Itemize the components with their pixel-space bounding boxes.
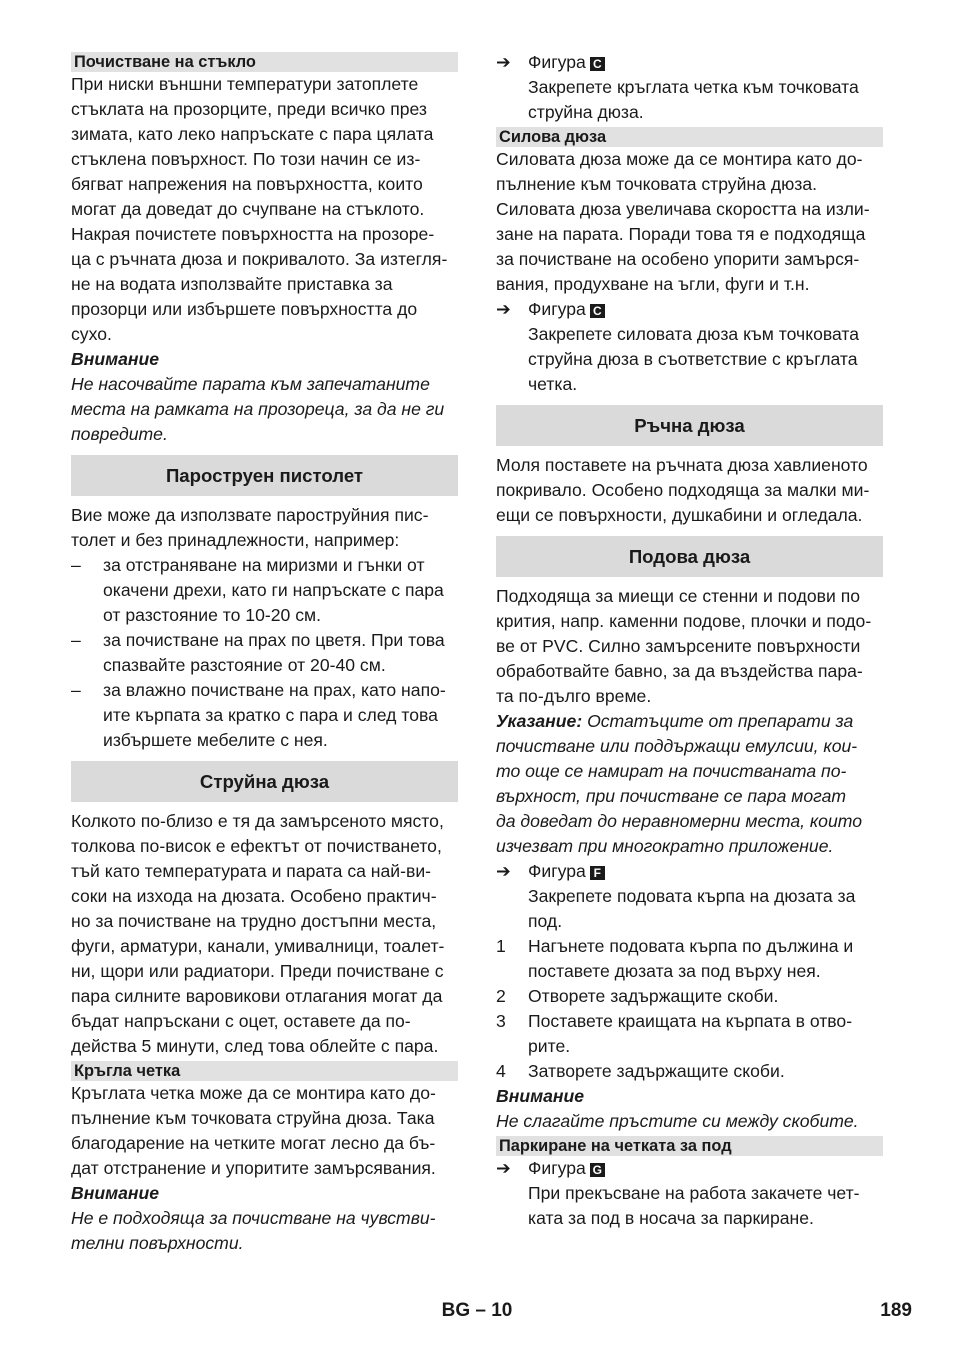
text-line: Вие може да използвате пароструйния пис- — [71, 505, 429, 525]
text-line: Закрепете силовата дюза към точковата — [528, 324, 860, 344]
text-line: Подходяща за миещи се стенни и подови по — [496, 586, 861, 606]
arrow-right-icon: ➔ — [496, 1158, 511, 1178]
figure-text — [496, 322, 883, 397]
text-line: места на рамката на прозореца, за да не ги — [71, 399, 445, 419]
text-line: толкова по-висок е ефектът от почистването, — [71, 836, 442, 856]
text-line: фуги, арматури, канали, умивалници, тоалет- — [71, 936, 445, 956]
text-line: дат отстранение и упоритите замърсявания. — [71, 1158, 436, 1178]
text-line: върхност, при почистване се пара могат — [496, 786, 847, 806]
figure-label: Фигура — [528, 52, 586, 72]
right-column — [496, 50, 883, 1231]
step-number: 1 — [496, 936, 506, 956]
text-line: телни повърхности. — [71, 1233, 244, 1253]
text-line: струйна дюза в съответствие с кръглата — [528, 349, 858, 369]
text-line: Колкото по-близо е тя да замърсеното място, — [71, 811, 444, 831]
text-line: При ниски външни температури затоплете — [71, 74, 419, 94]
text-line: соки на изхода на дюзата. Особено практич- — [71, 886, 437, 906]
dash-marker: – — [71, 630, 81, 650]
jet-nozzle-heading: Струйна дюза — [71, 761, 458, 802]
power-nozzle-heading: Силова дюза — [496, 127, 883, 147]
jet-nozzle-text — [71, 809, 458, 1059]
text-line: Не е подходяща за почистване на чувстви- — [71, 1208, 436, 1228]
text-line: ката за под в носача за паркиране. — [528, 1208, 814, 1228]
text-line: обработвайте бавно, за да въздейства пара- — [496, 661, 863, 681]
numbered-step — [496, 984, 883, 1009]
text-line: Силовата дюза може да се монтира като до- — [496, 149, 863, 169]
text-line: благодарение на четките могат лесно да бъ- — [71, 1133, 436, 1153]
caution-heading: Внимание — [71, 1183, 160, 1203]
text-line: поставете дюзата за под върху нея. — [528, 961, 821, 981]
text-line: ца с ръчната дюза и покривалото. За изтегля- — [71, 249, 448, 269]
text-line: действа 5 минути, след това облейте с пара. — [71, 1036, 439, 1056]
text-line: Отворете задържащите скоби. — [528, 986, 779, 1006]
text-line: то още се намират на почистваната по- — [496, 761, 847, 781]
text-line: прозорци или избършете повърхността до — [71, 299, 418, 319]
figure-letter-badge: G — [590, 1163, 605, 1177]
text-line: Затворете задържащите скоби. — [528, 1061, 785, 1081]
text-line: та по-дълго време. — [496, 686, 652, 706]
caution-text — [71, 372, 458, 447]
text-line: бъдат напръскани с оцет, оставете да по- — [71, 1011, 411, 1031]
text-line: за влажно почистване на прах, като напо- — [103, 680, 446, 700]
text-line: бягват напрежения на повърхността, които — [71, 174, 423, 194]
list-item — [71, 678, 458, 753]
text-line: за почистване на особено упорити замърся- — [496, 249, 860, 269]
text-line: зане на парата. Поради това тя е подходяща — [496, 224, 866, 244]
caution-heading: Внимание — [71, 349, 160, 369]
text-line: Моля поставете на ръчната дюза хавлиеното — [496, 455, 868, 475]
arrow-right-icon: ➔ — [496, 299, 511, 319]
footer-section-label: BG – 10 — [441, 1300, 513, 1321]
text-line: от разстояние то 10-20 см. — [103, 605, 321, 625]
arrow-right-icon: ➔ — [496, 861, 511, 881]
text-line: Закрепете кръглата четка към точковата — [528, 77, 859, 97]
figure-reference — [496, 50, 883, 75]
text-line: но за почистване на трудно достъпни места, — [71, 911, 437, 931]
arrow-right-icon: ➔ — [496, 52, 511, 72]
figure-reference — [496, 1156, 883, 1181]
step-number: 2 — [496, 986, 506, 1006]
figure-reference — [496, 297, 883, 322]
figure-text — [496, 75, 883, 125]
text-line: Силовата дюза увеличава скоростта на изли- — [496, 199, 870, 219]
steam-gun-heading: Пароструен пистолет — [71, 455, 458, 496]
text-line: под. — [528, 911, 563, 931]
text-line: пълнение към точковата струйна дюза. — [496, 174, 818, 194]
numbered-step — [496, 1009, 883, 1059]
text-line: Закрепете подовата кърпа на дюзата за — [528, 886, 856, 906]
text-line: Кръглата четка може да се монтира като до- — [71, 1083, 436, 1103]
text-line: крития, напр. каменни подове, плочки и подо- — [496, 611, 872, 631]
text-line: зимата, като леко напръскате с пара цялата — [71, 124, 434, 144]
text-line: Нагънете подовата кърпа по дължина и — [528, 936, 854, 956]
text-line: Остатъците от препарати за — [587, 711, 854, 731]
figure-text — [496, 884, 883, 934]
text-line: рите. — [528, 1036, 571, 1056]
figure-letter-badge: F — [590, 866, 605, 880]
floor-nozzle-heading: Подова дюза — [496, 536, 883, 577]
figure-label: Фигура — [528, 1158, 586, 1178]
text-line: При прекъсване на работа закачете чет- — [528, 1183, 860, 1203]
text-line: толет и без принадлежности, например: — [71, 530, 400, 550]
text-line: пара силните варовикови отлагания могат да — [71, 986, 443, 1006]
text-line: покривало. Особено подходяща за малки ми- — [496, 480, 870, 500]
numbered-step — [496, 1059, 883, 1084]
glass-cleaning-heading: Почистване на стъкло — [71, 52, 458, 72]
page-number: 189 — [880, 1300, 912, 1321]
text-line: стъклена повърхност. По този начин се из- — [71, 149, 421, 169]
text-line: Поставете краищата на кърпата в отво- — [528, 1011, 853, 1031]
text-line: окачени дрехи, като ги напръскате с пара — [103, 580, 444, 600]
text-line: Накрая почистете повърхността на прозоре- — [71, 224, 435, 244]
hand-nozzle-heading: Ръчна дюза — [496, 405, 883, 446]
caution-text — [71, 1206, 458, 1256]
dash-marker: – — [71, 680, 81, 700]
figure-letter-badge: C — [590, 304, 605, 318]
caution-heading: Внимание — [496, 1086, 585, 1106]
left-column — [71, 50, 458, 1256]
text-line: повредите. — [71, 424, 168, 444]
figure-reference — [496, 859, 883, 884]
floor-nozzle-text — [496, 584, 883, 709]
text-line: за отстраняване на миризми и гънки от — [103, 555, 425, 575]
step-number: 3 — [496, 1011, 506, 1031]
text-line: ве от PVC. Силно замърсените повърхности — [496, 636, 861, 656]
hint-label: Указание: — [496, 711, 583, 731]
text-line: сухо. — [71, 324, 112, 344]
text-line: ни, щори или радиатори. Преди почистване с — [71, 961, 444, 981]
numbered-step — [496, 934, 883, 984]
text-line: да доведат до неравномерни места, които — [496, 811, 862, 831]
list-item — [71, 628, 458, 678]
glass-cleaning-text — [71, 72, 458, 347]
dash-marker: – — [71, 555, 81, 575]
text-line: вания, продухване на ъгли, фуги и т.н. — [496, 274, 810, 294]
hand-nozzle-text — [496, 453, 883, 528]
caution-text: Не слагайте пръстите си между скобите. — [496, 1111, 859, 1131]
step-number: 4 — [496, 1061, 506, 1081]
round-brush-heading: Кръгла четка — [71, 1061, 458, 1081]
text-line: стъклата на прозорците, преди всичко през — [71, 99, 427, 119]
power-nozzle-text — [496, 147, 883, 297]
text-line: за почистване на прах по цветя. При това — [103, 630, 445, 650]
text-line: тъй като температурата и парата са най-ви- — [71, 861, 432, 881]
text-line: могат да доведат до счупване на стъклото. — [71, 199, 425, 219]
hint-text — [496, 709, 883, 859]
text-line: избършете мебелите с нея. — [103, 730, 328, 750]
parking-heading: Паркиране на четката за под — [496, 1136, 883, 1156]
text-line: ещи се повърхности, душкабини и огледала. — [496, 505, 863, 525]
list-item — [71, 553, 458, 628]
text-line: четка. — [528, 374, 578, 394]
text-line: почистване или поддържащи емулсии, кои- — [496, 736, 858, 756]
text-line: струйна дюза. — [528, 102, 644, 122]
figure-label: Фигура — [528, 299, 586, 319]
text-line: Не насочвайте парата към запечатаните — [71, 374, 430, 394]
text-line: не на водата използвайте приставка за — [71, 274, 393, 294]
text-line: пълнение към точковата струйна дюза. Така — [71, 1108, 435, 1128]
text-line: спазвайте разстояние от 20-40 см. — [103, 655, 386, 675]
round-brush-text — [71, 1081, 458, 1181]
text-line: изчезват при многократно приложение. — [496, 836, 834, 856]
figure-label: Фигура — [528, 861, 586, 881]
text-line: ите кърпата за кратко с пара и след това — [103, 705, 438, 725]
figure-letter-badge: C — [590, 57, 605, 71]
figure-text — [496, 1181, 883, 1231]
